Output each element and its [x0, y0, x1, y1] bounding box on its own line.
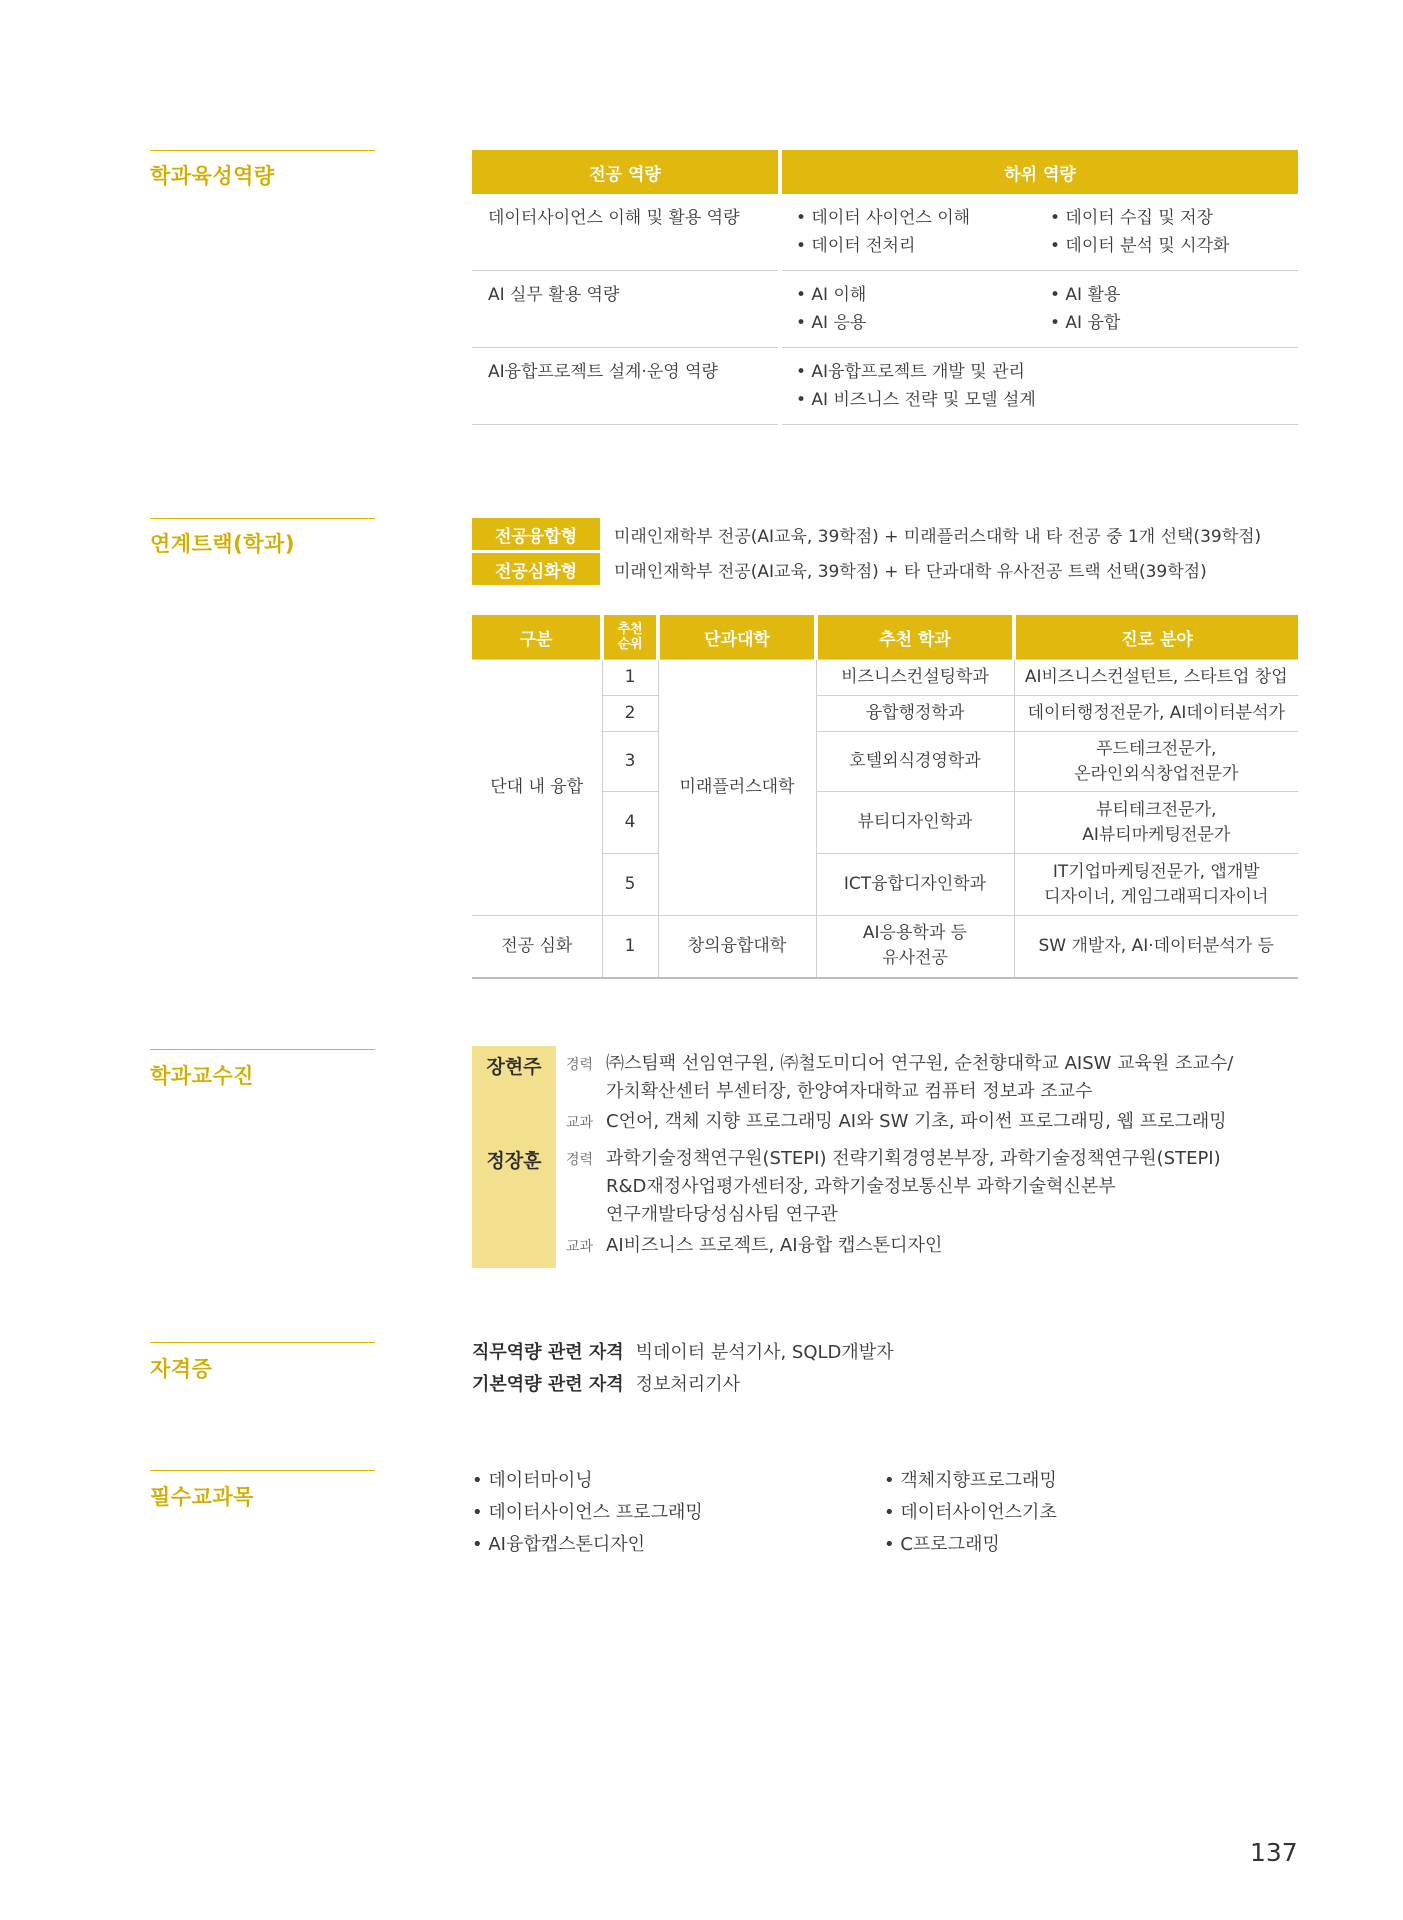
- table-header: 추천 학과: [816, 615, 1014, 660]
- section-rule: [150, 518, 375, 519]
- major-competency: AI 실무 활용 역량: [472, 271, 780, 348]
- department: 비즈니스컨설팅학과: [816, 660, 1014, 696]
- track-row: [472, 553, 1207, 585]
- certificate-value: 빅데이터 분석기사, SQLD개발자: [635, 1342, 894, 1363]
- career-text: 연구개발타당성심사팀 연구관: [606, 1204, 838, 1225]
- faculty-name: 정장훈: [486, 1150, 542, 1172]
- table-row: [472, 348, 1298, 425]
- certificate-value: 정보처리기사: [635, 1374, 740, 1395]
- career: 데이터행정전문가, AI데이터분석가: [1014, 696, 1298, 732]
- track-label: 전공융합형: [472, 518, 600, 550]
- career-tag: 경력: [566, 1152, 594, 1168]
- track-type: 전공 심화: [472, 916, 602, 978]
- track-label: 전공심화형: [472, 553, 600, 585]
- table-header: 전공 역량: [472, 150, 780, 194]
- certificate-row: [472, 1370, 740, 1396]
- faculty-courses: [566, 1108, 1227, 1137]
- required-course: • 데이터마이닝: [472, 1470, 593, 1491]
- department: 융합행정학과: [816, 696, 1014, 732]
- course-text: AI비즈니스 프로젝트, AI융합 캡스톤디자인: [606, 1235, 943, 1256]
- course-text: C언어, 객체 지향 프로그래밍 AI와 SW 기초, 파이썬 프로그래밍, 웹 프로그래밍: [606, 1111, 1227, 1132]
- sub-competency: • AI 활용: [1050, 285, 1121, 305]
- section-title-track: 연계트랙(학과): [150, 532, 295, 556]
- section-rule: [150, 1342, 375, 1343]
- rank: 1: [602, 916, 658, 978]
- table-header: 하위 역량: [780, 150, 1298, 194]
- college: 미래플러스대학: [658, 660, 816, 916]
- table-row: [472, 271, 1298, 348]
- sub-competency: • 데이터 분석 및 시각화: [1050, 236, 1230, 256]
- certificate-row: [472, 1338, 894, 1364]
- required-course: • AI융합캡스톤디자인: [472, 1534, 646, 1555]
- college: 창의융합대학: [658, 916, 816, 978]
- required-course: • 객체지향프로그래밍: [884, 1470, 1057, 1491]
- section-rule: [150, 150, 375, 151]
- faculty-name: 장현주: [486, 1056, 542, 1078]
- rank: 3: [602, 732, 658, 792]
- career-text: ㈜스팀팩 선임연구원, ㈜철도미디어 연구원, 순천향대학교 AISW 교육원 조교수/: [606, 1053, 1234, 1074]
- sub-competency: • 데이터 수집 및 저장: [1050, 208, 1214, 228]
- section-rule: [150, 1049, 375, 1050]
- sub-competency: • AI융합프로젝트 개발 및 관리: [796, 362, 1025, 382]
- major-competency: 데이터사이언스 이해 및 활용 역량: [472, 194, 780, 271]
- table-row: [472, 916, 1298, 978]
- recommendation-table: [472, 615, 1298, 979]
- career: IT기업마케팅전문가, 앱개발 디자이너, 게임그래픽디자이너: [1014, 854, 1298, 916]
- department: 호텔외식경영학과: [816, 732, 1014, 792]
- career: AI비즈니스컨설턴트, 스타트업 창업: [1014, 660, 1298, 696]
- sub-competency: • 데이터 사이언스 이해: [796, 208, 971, 228]
- track-desc: 미래인재학부 전공(AI교육, 39학점) + 타 단과대학 유사전공 트랙 선택(39학점): [614, 561, 1207, 582]
- career: 뷰티테크전문가, AI뷰티마케팅전문가: [1014, 792, 1298, 854]
- table-header: 추천 순위: [602, 615, 658, 660]
- faculty-courses: [566, 1232, 942, 1261]
- department: ICT융합디자인학과: [816, 854, 1014, 916]
- required-course: • 데이터사이언스기초: [884, 1502, 1057, 1523]
- career-text: 과학기술정책연구원(STEPI) 전략기획경영본부장, 과학기술정책연구원(STEPI): [606, 1148, 1221, 1169]
- table-header: 단과대학: [658, 615, 816, 660]
- rank: 5: [602, 854, 658, 916]
- rank: 4: [602, 792, 658, 854]
- table-row: [472, 660, 1298, 696]
- certificate-label: 기본역량 관련 자격: [472, 1374, 624, 1395]
- track-type: 단대 내 융합: [472, 660, 602, 916]
- track-desc: 미래인재학부 전공(AI교육, 39학점) + 미래플러스대학 내 타 전공 중 1개 선택(39학점): [614, 526, 1262, 547]
- sub-competency: • 데이터 전처리: [796, 236, 916, 256]
- required-course: • C프로그래밍: [884, 1534, 1000, 1555]
- career-text: 가치확산센터 부센터장, 한양여자대학교 컴퓨터 정보과 조교수: [606, 1081, 1093, 1102]
- page-number: 137: [1250, 1838, 1298, 1867]
- section-title-certificate: 자격증: [150, 1357, 213, 1381]
- faculty-career: [566, 1050, 1233, 1079]
- department: AI응용학과 등 유사전공: [816, 916, 1014, 978]
- track-row: [472, 518, 1261, 550]
- section-title-required: 필수교과목: [150, 1485, 254, 1509]
- section-title-faculty: 학과교수진: [150, 1064, 254, 1088]
- faculty-career: [566, 1145, 1221, 1174]
- career: 푸드테크전문가, 온라인외식창업전문가: [1014, 732, 1298, 792]
- sub-competency: • AI 이해: [796, 285, 867, 305]
- rank: 2: [602, 696, 658, 732]
- sub-competency: • AI 비즈니스 전략 및 모델 설계: [796, 390, 1036, 410]
- competency-table: [472, 150, 1298, 425]
- sub-competency: • AI 응용: [796, 313, 867, 333]
- rank: 1: [602, 660, 658, 696]
- table-header: 진로 분야: [1014, 615, 1298, 660]
- section-rule: [150, 1470, 375, 1471]
- department: 뷰티디자인학과: [816, 792, 1014, 854]
- major-competency: AI융합프로젝트 설계·운영 역량: [472, 348, 780, 425]
- career-text: R&D재정사업평가센터장, 과학기술정보통신부 과학기술혁신본부: [606, 1176, 1116, 1197]
- table-row: [472, 194, 1298, 271]
- career: SW 개발자, AI·데이터분석가 등: [1014, 916, 1298, 978]
- table-header: 구분: [472, 615, 602, 660]
- required-course: • 데이터사이언스 프로그래밍: [472, 1502, 703, 1523]
- course-tag: 교과: [566, 1115, 594, 1131]
- course-tag: 교과: [566, 1239, 594, 1255]
- career-tag: 경력: [566, 1057, 594, 1073]
- section-title-competency: 학과육성역량: [150, 164, 275, 188]
- sub-competency: • AI 융합: [1050, 313, 1121, 333]
- certificate-label: 직무역량 관련 자격: [472, 1342, 624, 1363]
